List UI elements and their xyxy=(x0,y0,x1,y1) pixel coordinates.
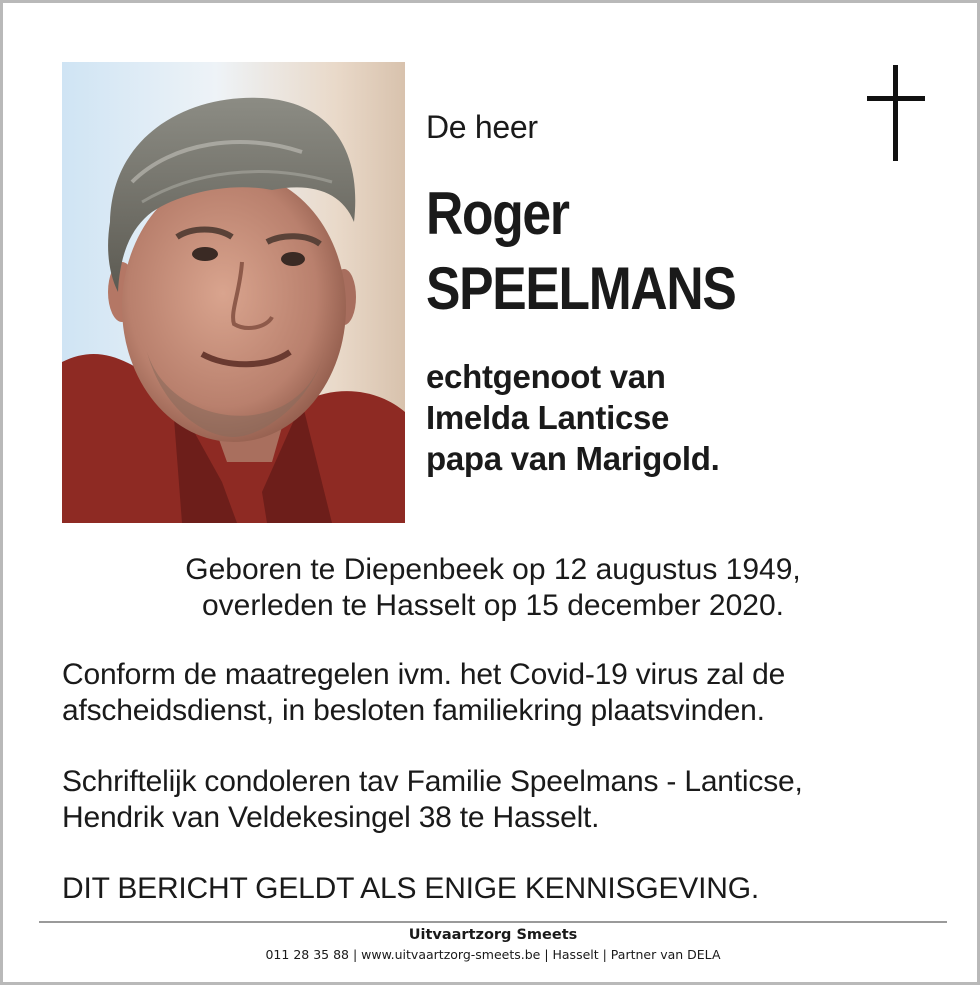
paragraph-line: Schriftelijk condoleren tav Familie Speelmans - Lanticse, xyxy=(62,765,803,798)
notice-paragraph xyxy=(62,871,942,907)
condolence-paragraph xyxy=(62,764,942,836)
paragraph-line: afscheidsdienst, in besloten familiekring plaatsvinden. xyxy=(62,694,765,727)
death-line: overleden te Hasselt op 15 december 2020. xyxy=(201,589,785,622)
birth-death-dates xyxy=(62,552,924,624)
relation-line: papa van Marigold. xyxy=(426,440,720,477)
paragraph-line: Hendrik van Veldekesingel 38 te Hasselt. xyxy=(62,801,600,834)
ceremony-paragraph xyxy=(62,657,942,729)
portrait-photo xyxy=(62,62,405,523)
paragraph-line: Conform de maatregelen ivm. het Covid-19 virus zal de xyxy=(62,658,786,691)
funeral-home-name: Uitvaartzorg Smeets xyxy=(408,927,578,943)
birth-line: Geboren te Diepenbeek op 12 augustus 1949, xyxy=(185,553,801,586)
last-name: SPEELMANS xyxy=(426,255,736,322)
footer-divider xyxy=(39,921,947,923)
relations-block xyxy=(426,356,720,479)
paragraph-line: DIT BERICHT GELDT ALS ENIGE KENNISGEVING. xyxy=(62,872,759,905)
title-prefix: De heer xyxy=(426,109,538,145)
relation-line: echtgenoot van xyxy=(426,358,666,395)
first-name: Roger xyxy=(426,180,569,247)
relation-line: Imelda Lanticse xyxy=(426,399,670,436)
funeral-home-contact: 011 28 35 88 | www.uitvaartzorg-smeets.be | Hasselt | Partner van DELA xyxy=(265,947,721,962)
latin-cross-icon xyxy=(867,65,925,161)
